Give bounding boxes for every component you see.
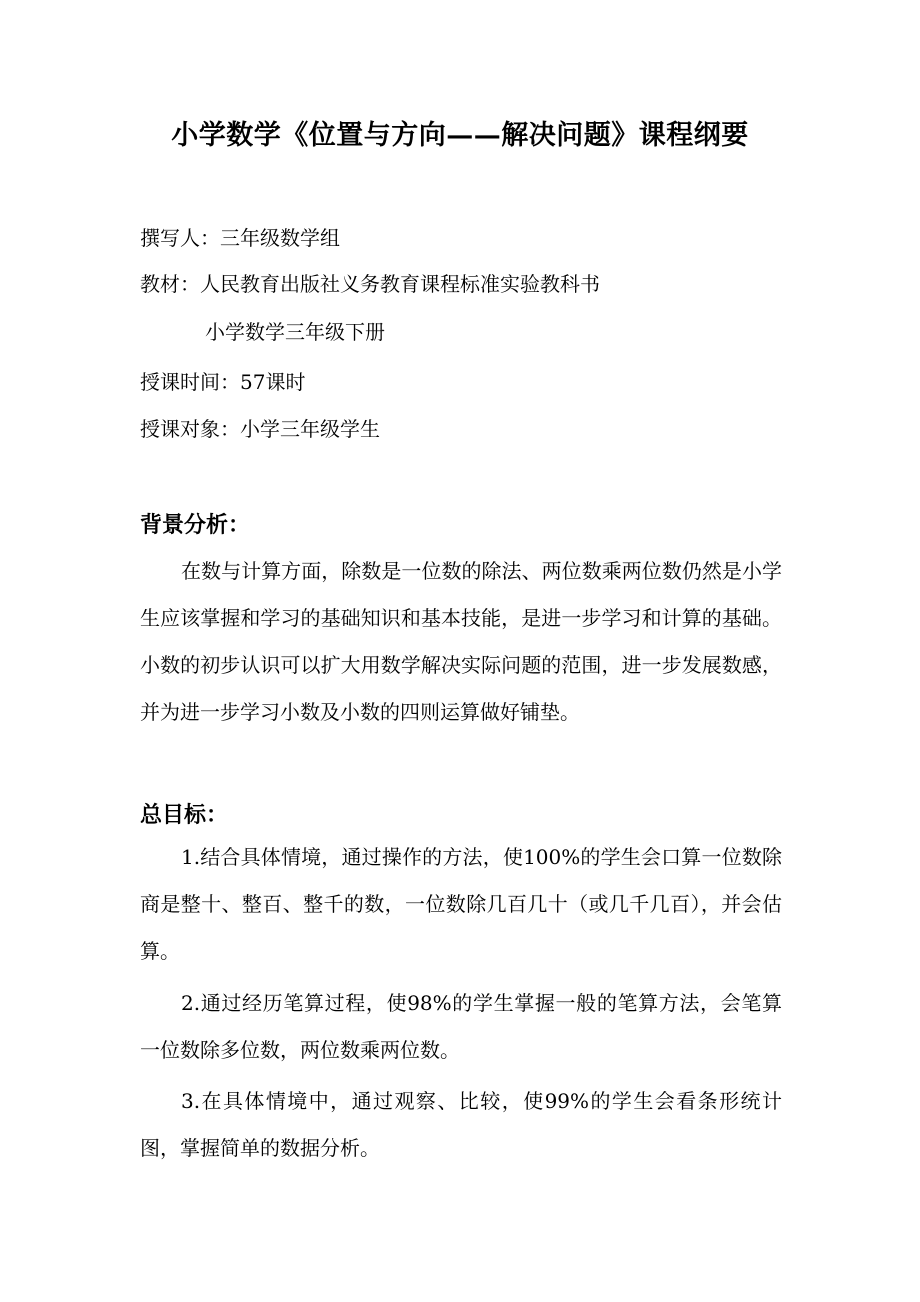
audience-line: 授课对象：小学三年级学生 [140,417,380,441]
goal-item-3: 3.在具体情境中，通过观察、比较，使99%的学生会看条形统计图，掌握简单的数据分析。 [140,1089,782,1160]
goals-heading: 总目标： [140,803,229,828]
goal-item-2: 2.通过经历笔算过程，使98%的学生掌握一般的笔算方法，会笔算一位数除多位数，两位数乘两位数。 [140,991,782,1062]
hours-line: 授课时间：57课时 [140,370,306,394]
author-line: 撰写人：三年级数学组 [140,226,340,250]
textbook-line: 教材：人民教育出版社义务教育课程标准实验教科书 [140,272,600,296]
background-paragraph: 在数与计算方面，除数是一位数的除法、两位数乘两位数仍然是小学生应该掌握和学习的基础知识和基本技能，是进一步学习和计算的基础。小数的初步认识可以扩大用数学解决实际问题的范围，进一步发展数感，并为进一步学习小数及小数的四则运算做好铺垫。 [140,559,782,724]
goal-item-1: 1.结合具体情境，通过操作的方法，使100%的学生会口算一位数除商是整十、整百、整千的数，一位数除几百几十（或几千几百），并会估算。 [140,845,782,963]
background-heading: 背景分析： [140,513,251,538]
textbook-volume-line: 小学数学三年级下册 [205,320,385,344]
document-title: 小学数学《位置与方向——解决问题》课程纲要 [171,120,749,151]
